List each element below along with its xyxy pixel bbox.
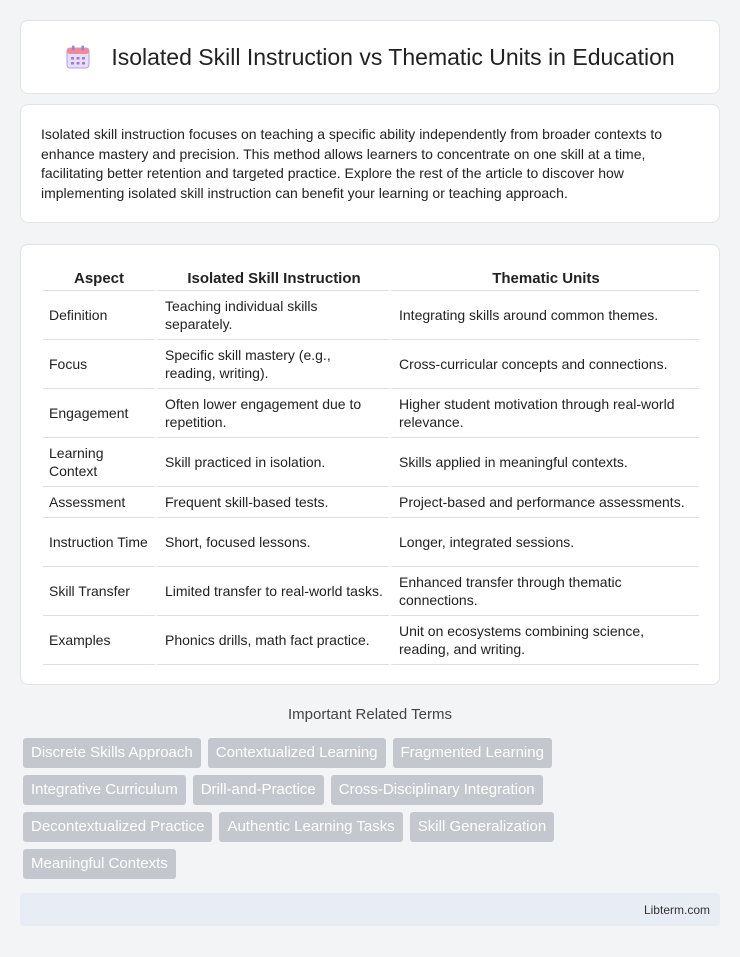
cell-thematic: Enhanced transfer through thematic connections. [389, 567, 699, 616]
cell-thematic: Integrating skills around common themes. [389, 291, 699, 340]
calendar-icon [65, 44, 91, 70]
cell-isolated: Specific skill mastery (e.g., reading, writing). [155, 340, 389, 389]
table-row [43, 389, 699, 438]
term-tag[interactable]: Integrative Curriculum [23, 775, 186, 805]
comparison-table [43, 265, 699, 665]
cell-aspect: Engagement [43, 389, 155, 438]
term-tag[interactable]: Meaningful Contexts [23, 849, 176, 879]
cell-aspect: Definition [43, 291, 155, 340]
cell-isolated: Teaching individual skills separately. [155, 291, 389, 340]
term-tag[interactable]: Contextualized Learning [208, 738, 386, 768]
table-row [43, 616, 699, 665]
cell-aspect: Learning Context [43, 438, 155, 487]
footer [20, 893, 720, 926]
term-tag[interactable]: Discrete Skills Approach [23, 738, 201, 768]
related-terms-heading: Important Related Terms [288, 706, 452, 723]
intro-card [20, 104, 720, 223]
table-row [43, 567, 699, 616]
cell-aspect: Examples [43, 616, 155, 665]
cell-isolated: Limited transfer to real-world tasks. [155, 567, 389, 616]
table-row [43, 291, 699, 340]
cell-aspect: Focus [43, 340, 155, 389]
cell-thematic: Skills applied in meaningful contexts. [389, 438, 699, 487]
comparison-card [20, 244, 720, 685]
cell-isolated: Short, focused lessons. [155, 518, 389, 567]
table-row [43, 340, 699, 389]
intro-text: Isolated skill instruction focuses on teaching a specific ability independently from broader contexts to enhance mastery and precision. This method allows learners to concentrate on one skill at a time, facilitating better retention and targeted practice. Explore the rest of the article to discover how implementing isolated skill instruction can benefit your learning or teaching approach. [41, 126, 663, 201]
cell-thematic: Unit on ecosystems combining science, reading, and writing. [389, 616, 699, 665]
term-tag[interactable]: Authentic Learning Tasks [219, 812, 402, 842]
term-tag[interactable]: Decontextualized Practice [23, 812, 212, 842]
term-tag[interactable]: Drill-and-Practice [193, 775, 324, 805]
cell-isolated: Phonics drills, math fact practice. [155, 616, 389, 665]
cell-isolated: Skill practiced in isolation. [155, 438, 389, 487]
footer-site-link[interactable]: Libterm.com [643, 902, 710, 917]
table-row [43, 518, 699, 567]
term-tag[interactable]: Skill Generalization [410, 812, 554, 842]
term-tag[interactable]: Cross-Disciplinary Integration [331, 775, 543, 805]
header-aspect: Aspect [43, 265, 155, 291]
table-row [43, 487, 699, 518]
page-title: Isolated Skill Instruction vs Thematic Units in Education [111, 43, 675, 70]
header-isolated: Isolated Skill Instruction [155, 265, 389, 291]
cell-thematic: Cross-curricular concepts and connections. [389, 340, 699, 389]
table-row [43, 438, 699, 487]
cell-isolated: Frequent skill-based tests. [155, 487, 389, 518]
title-card [20, 20, 720, 94]
cell-aspect: Assessment [43, 487, 155, 518]
cell-aspect: Skill Transfer [43, 567, 155, 616]
term-tag[interactable]: Fragmented Learning [393, 738, 552, 768]
cell-aspect: Instruction Time [43, 518, 155, 567]
cell-thematic: Longer, integrated sessions. [389, 518, 699, 567]
header-thematic: Thematic Units [389, 265, 699, 291]
cell-thematic: Project-based and performance assessments. [389, 487, 699, 518]
cell-thematic: Higher student motivation through real-world relevance. [389, 389, 699, 438]
related-terms-list [23, 738, 723, 886]
cell-isolated: Often lower engagement due to repetition. [155, 389, 389, 438]
